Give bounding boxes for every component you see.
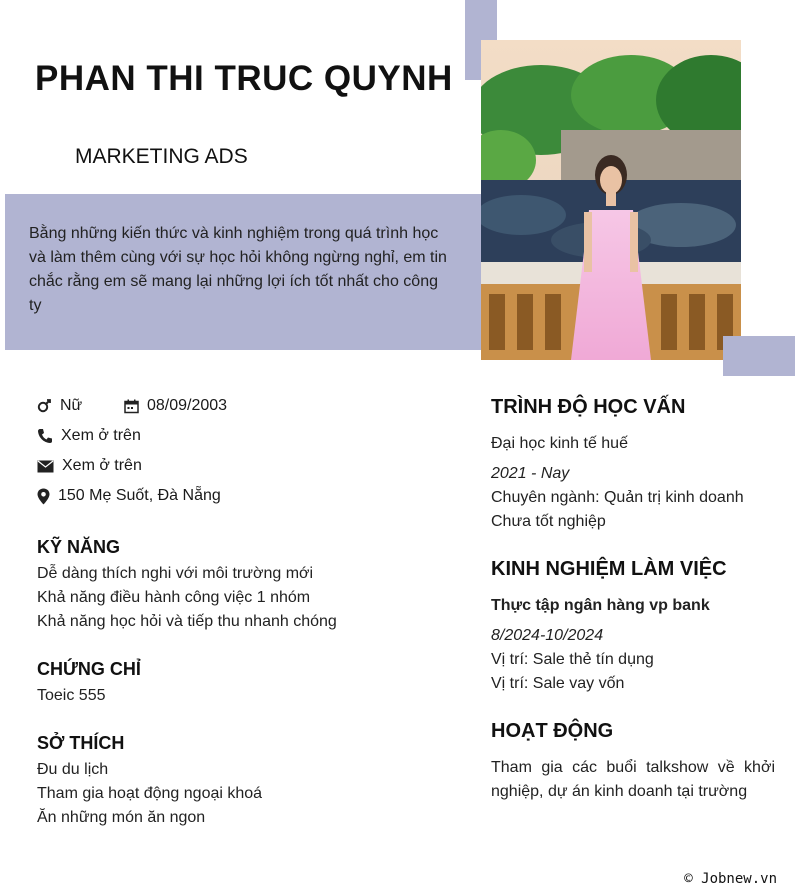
certificate-item: Toeic 555 (37, 687, 106, 704)
skill-item: Khả năng học hỏi và tiếp thu nhanh chóng (37, 613, 337, 630)
skills-heading: KỸ NĂNG (37, 537, 121, 557)
certificates-list (37, 684, 106, 708)
dob-value: 08/09/2003 (147, 397, 228, 414)
decorative-block-bottom (723, 336, 795, 376)
hobby-item: Ăn những món ăn ngon (37, 809, 206, 826)
email-value: Xem ở trên (62, 457, 142, 474)
envelope-icon (37, 460, 54, 473)
calendar-icon (124, 399, 139, 414)
profile-photo (481, 40, 741, 360)
address-value: 150 Mẹ Suốt, Đà Nẵng (58, 487, 221, 504)
skill-item: Khả năng điều hành công việc 1 nhóm (37, 589, 311, 606)
experience-position: Vị trí: Sale thẻ tín dụng (491, 651, 654, 668)
email-row (37, 457, 142, 475)
map-pin-icon (37, 488, 50, 505)
job-title: MARKETING ADS (75, 145, 248, 168)
skills-list (37, 562, 337, 634)
hobby-item: Đu du lịch (37, 761, 109, 778)
experience-details (491, 594, 781, 696)
education-details (491, 432, 781, 534)
hobbies-heading: SỞ THÍCH (37, 733, 125, 753)
career-summary: Bằng những kiến thức và kinh nghiệm trong quá trình học và làm thêm cùng với sự học hỏi không ngừng nghỉ, em tin chắc rằng em sẽ mang lại những lợi ích tốt nhất cho công ty (29, 225, 447, 314)
candidate-name: PHAN THI TRUC QUYNH (35, 59, 453, 98)
dob-row (124, 397, 227, 415)
activities-text: Tham gia các buổi talkshow về khởi nghiệp, dự án kinh doanh tại trường (491, 759, 775, 800)
phone-value: Xem ở trên (61, 427, 141, 444)
address-row (37, 487, 221, 505)
phone-icon (37, 428, 53, 444)
education-period: 2021 - Nay (491, 465, 570, 482)
gender-value: Nữ (60, 397, 83, 414)
gender-row (37, 397, 82, 415)
experience-role: Thực tập ngân hàng vp bank (491, 597, 710, 614)
footer-credit: © Jobnew.vn (684, 871, 777, 887)
activities-heading: HOẠT ĐỘNG (491, 720, 614, 742)
experience-heading: KINH NGHIỆM LÀM VIỆC (491, 558, 727, 580)
hobby-item: Tham gia hoạt động ngoại khoá (37, 785, 263, 802)
education-major: Chuyên ngành: Quản trị kinh doanh (491, 489, 744, 506)
phone-row (37, 427, 141, 445)
certificates-heading: CHỨNG CHỈ (37, 659, 141, 679)
experience-position: Vị trí: Sale vay vốn (491, 675, 625, 692)
school-name: Đại học kinh tế huế (491, 435, 628, 452)
education-heading: TRÌNH ĐỘ HỌC VẤN (491, 396, 686, 418)
experience-period: 8/2024-10/2024 (491, 627, 604, 644)
education-status: Chưa tốt nghiệp (491, 513, 606, 530)
hobbies-list (37, 758, 262, 830)
gender-icon (37, 398, 52, 414)
skill-item: Dễ dàng thích nghi với môi trường mới (37, 565, 314, 582)
